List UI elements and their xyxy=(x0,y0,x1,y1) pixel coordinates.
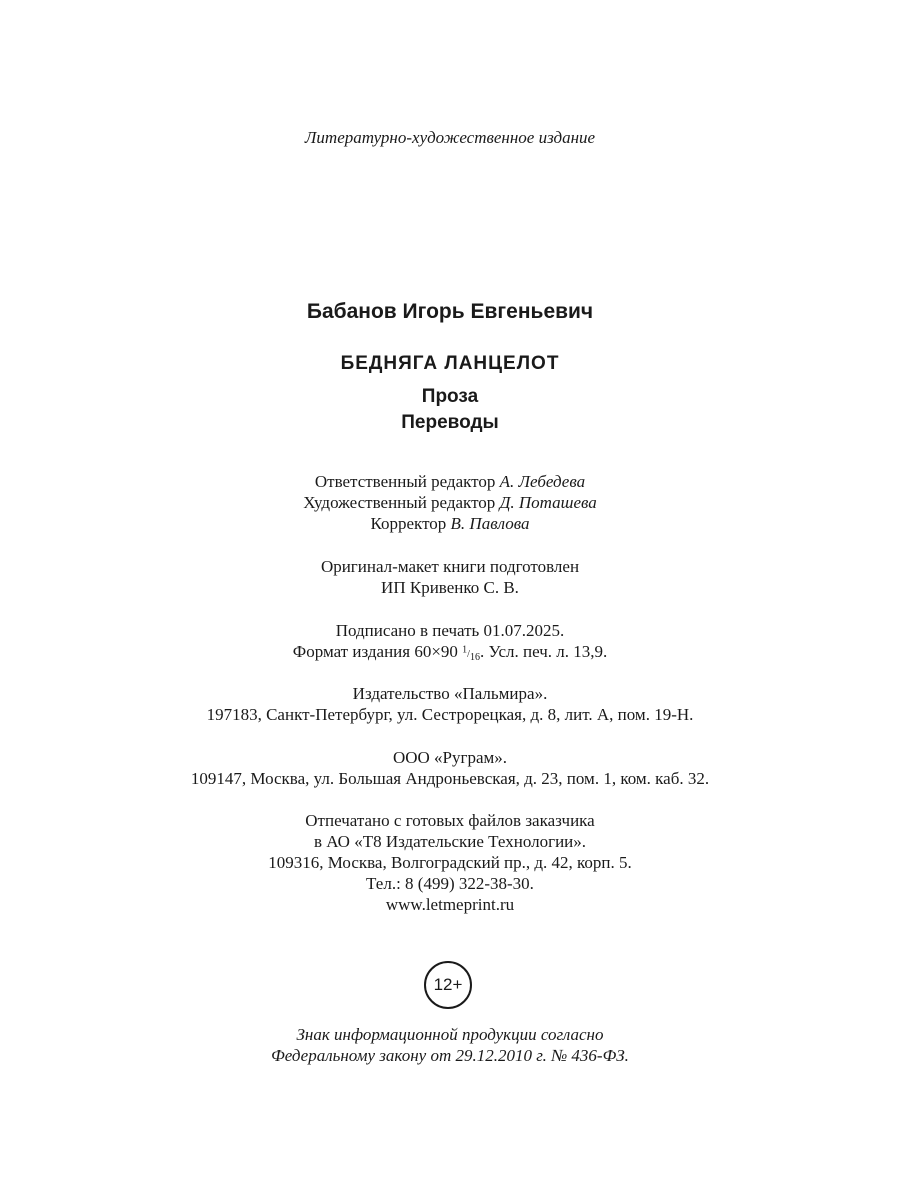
printer-line1: Отпечатано с готовых файлов заказчика xyxy=(305,811,595,830)
credit-line-art-editor xyxy=(0,493,900,513)
format-prefix: Формат издания 60×90 xyxy=(292,642,458,661)
publisher-name: Издательство «Пальмира». xyxy=(352,684,548,703)
credit-line-proofreader xyxy=(0,514,900,534)
company-address: 109147, Москва, ул. Большая Андроньевская, д. 23, пом. 1, ком. каб. 32. xyxy=(190,769,710,788)
edition-type: Литературно-художественное издание xyxy=(304,128,596,147)
genre-prose: Проза xyxy=(421,386,479,407)
credit-name: А. Лебедева xyxy=(499,472,586,491)
author-name: Бабанов Игорь Евгеньевич xyxy=(306,300,594,323)
credit-role: Корректор xyxy=(370,514,447,533)
printer-line2: в АО «Т8 Издательские Технологии». xyxy=(313,832,587,851)
publisher-address: 197183, Санкт-Петербург, ул. Сестрорецкая, д. 8, лит. А, пом. 19-Н. xyxy=(206,705,694,724)
credit-line-editor xyxy=(0,472,900,492)
signed-to-print: Подписано в печать 01.07.2025. xyxy=(335,621,565,640)
credit-name: В. Павлова xyxy=(450,514,530,533)
layout-credit-line1: Оригинал-макет книги подготовлен xyxy=(320,557,580,576)
layout-credit-line2: ИП Кривенко С. В. xyxy=(381,578,519,597)
format-line xyxy=(0,642,900,663)
credit-name: Д. Поташева xyxy=(499,493,597,512)
book-title: БЕДНЯГА ЛАНЦЕЛОТ xyxy=(340,353,560,374)
format-fraction: $^1/_{16}$ xyxy=(462,644,480,663)
printer-phone: Тел.: 8 (499) 322-38-30. xyxy=(366,874,534,893)
company-name: ООО «Руграм». xyxy=(392,748,508,767)
printer-address: 109316, Москва, Волгоградский пр., д. 42, корп. 5. xyxy=(268,853,632,872)
notice-line1: Знак информационной продукции согласно xyxy=(296,1025,604,1044)
fraction-numerator: 1 xyxy=(462,644,468,656)
genre-translations: Переводы xyxy=(401,412,499,433)
credit-role: Художественный редактор xyxy=(303,493,496,512)
notice-line2: Федеральному закону от 29.12.2010 г. № 436-ФЗ. xyxy=(271,1046,629,1065)
credit-role: Ответственный редактор xyxy=(314,472,496,491)
format-suffix: . Усл. печ. л. 13,9. xyxy=(479,642,608,661)
age-rating-label: 12+ xyxy=(433,975,463,994)
printer-website: www.letmeprint.ru xyxy=(385,895,515,914)
fraction-denominator: 16 xyxy=(469,652,480,663)
age-rating-badge xyxy=(424,961,472,1009)
